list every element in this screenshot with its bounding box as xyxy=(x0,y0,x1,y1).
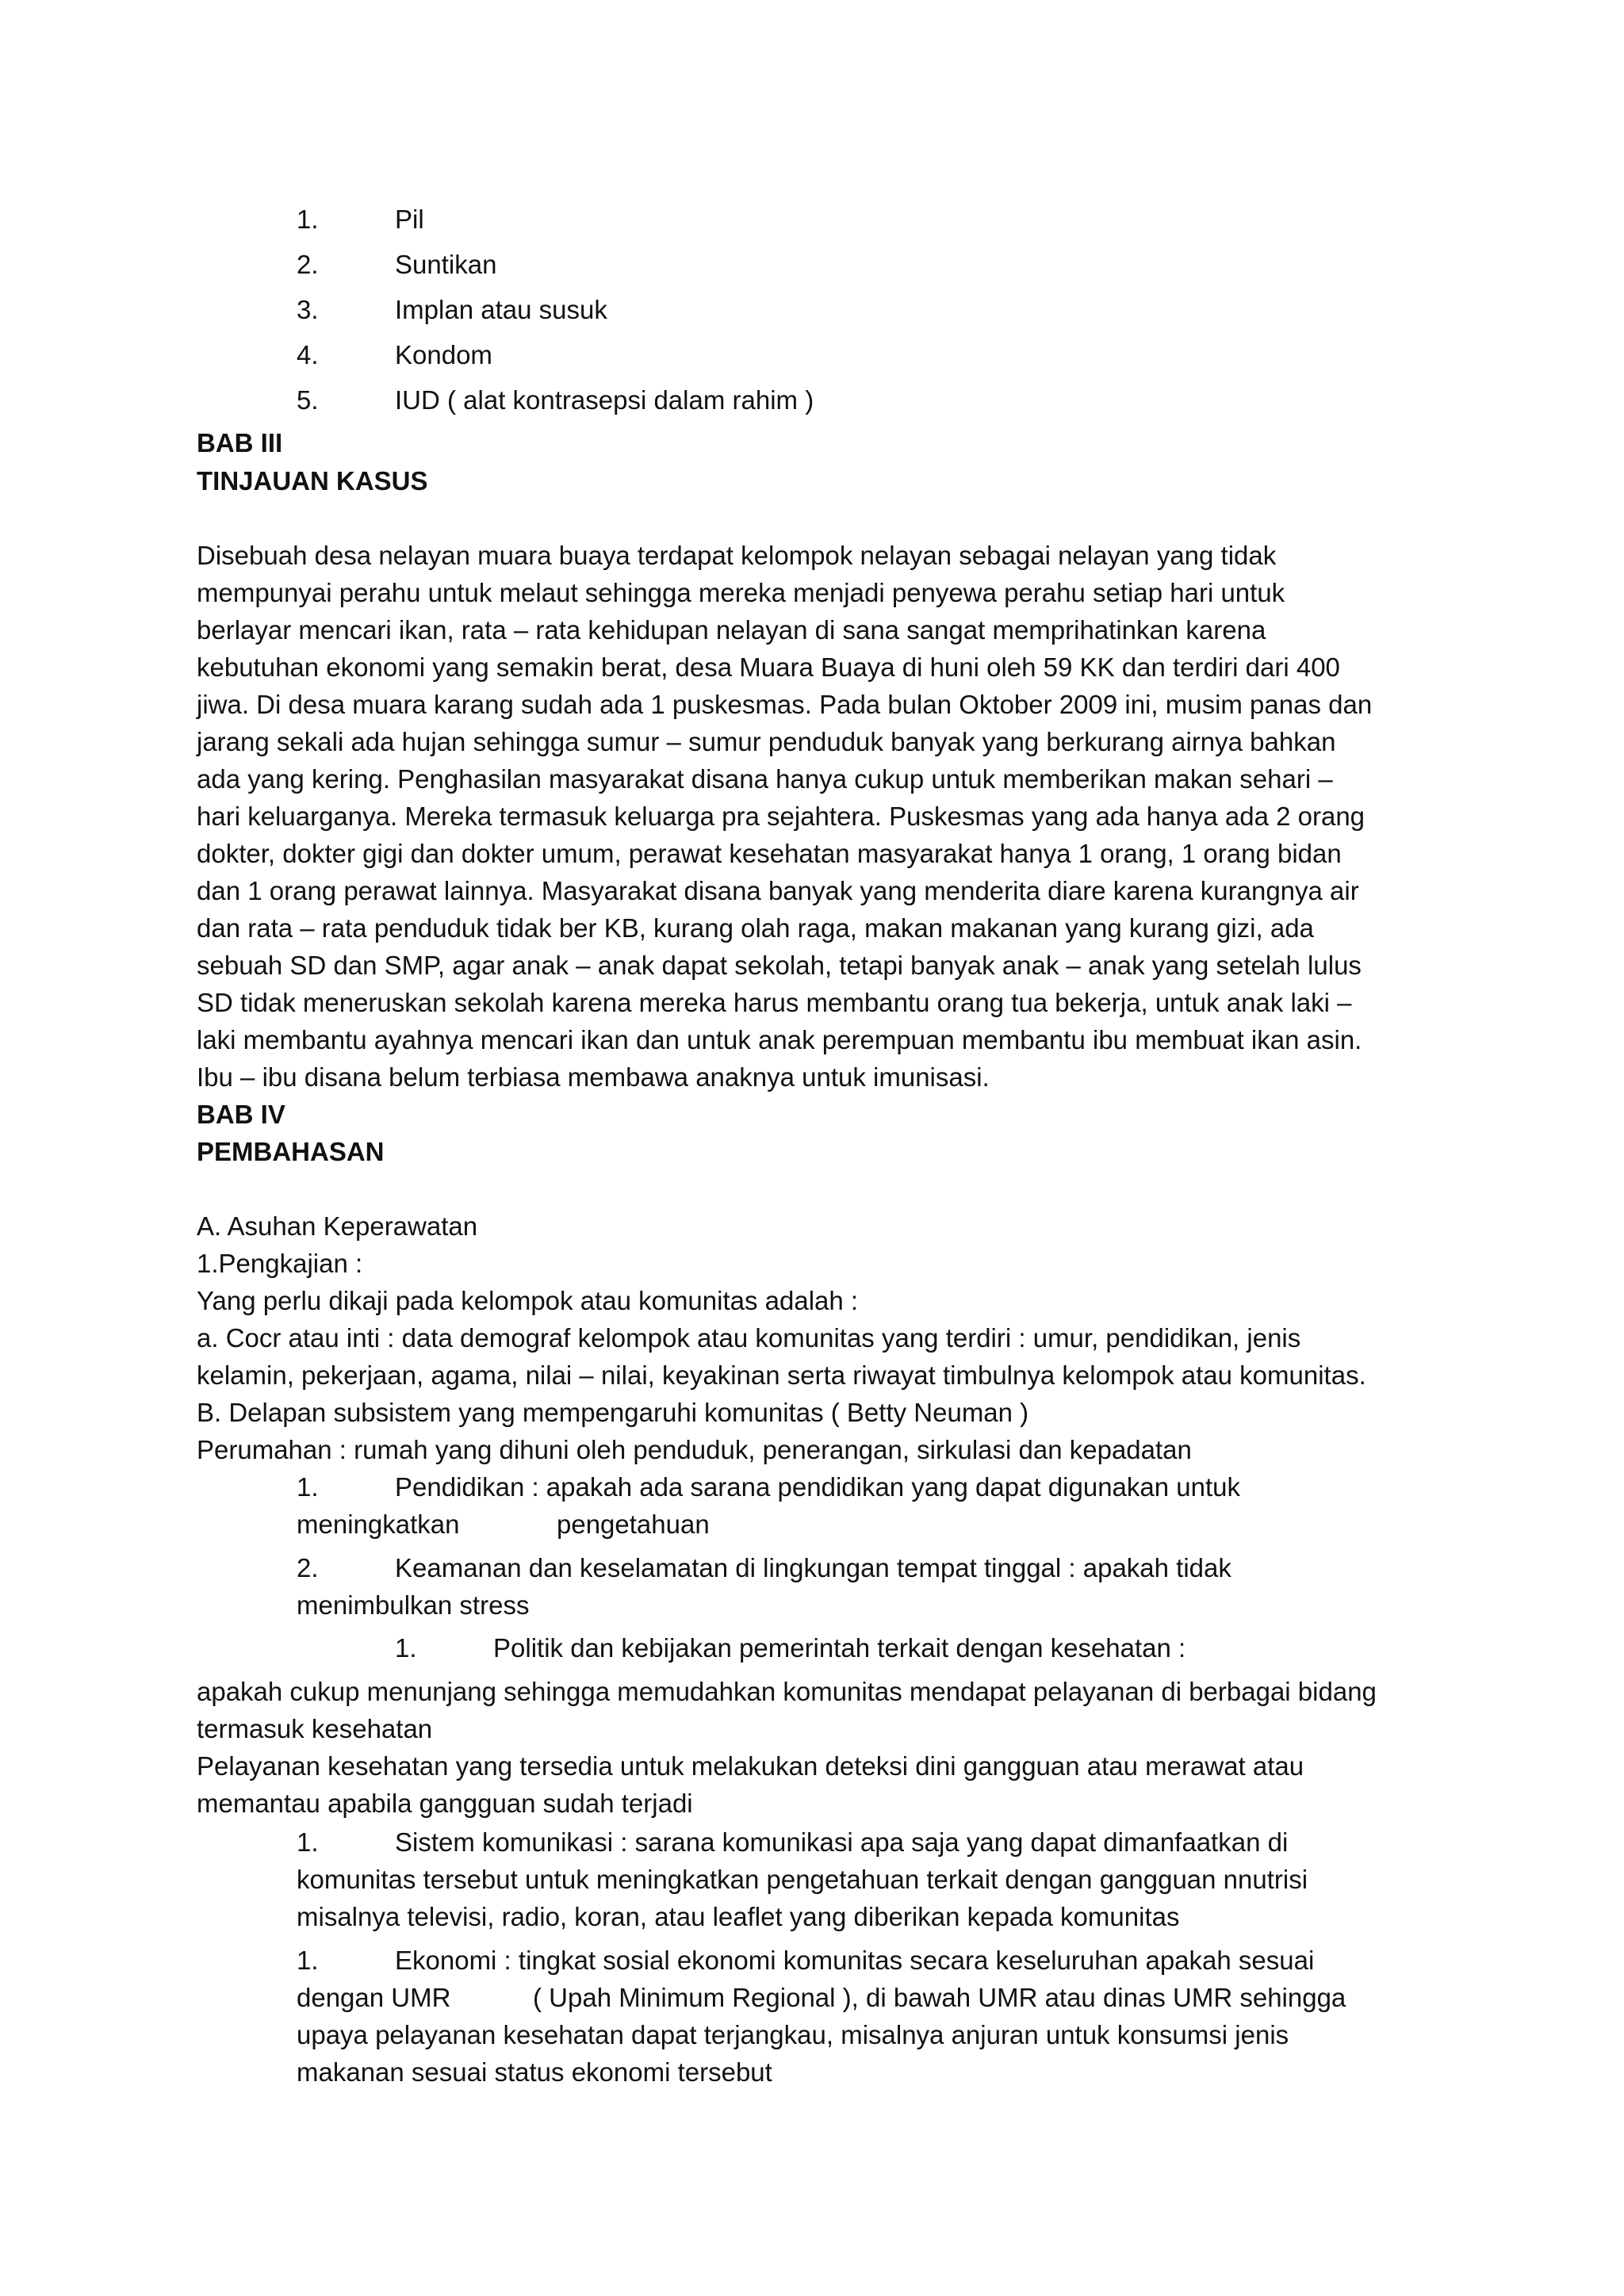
list-item-text: Ekonomi : tingkat sosial ekonomi komunitas secara keseluruhan apakah sesuai xyxy=(395,1946,1315,1975)
list-item-text: upaya pelayanan kesehatan dapat terjangkau, misalnya anjuran untuk konsumsi jenis xyxy=(297,2020,1289,2049)
paragraph-line: sebuah SD dan SMP, agar anak – anak dapat sekolah, tetapi banyak anak – anak yang setelah lulus xyxy=(197,951,1362,980)
paragraph-line: mempunyai perahu untuk melaut sehingga mereka menjadi penyewa perahu setiap hari untuk xyxy=(197,578,1285,607)
list-item-number: 1. xyxy=(395,1633,417,1663)
paragraph-line: laki membantu ayahnya mencari ikan dan untuk anak perempuan membantu ibu membuat ikan asin. xyxy=(197,1025,1362,1054)
list-item-number: 1. xyxy=(297,1946,319,1975)
paragraph-line: hari keluarganya. Mereka termasuk keluarga pra sejahtera. Puskesmas yang ada hanya ada 2 orang xyxy=(197,802,1365,831)
list-item-text: Pil xyxy=(395,205,424,234)
list-item-text: Politik dan kebijakan pemerintah terkait dengan kesehatan : xyxy=(493,1633,1186,1663)
list-item-text: dengan UMR xyxy=(297,1983,451,2012)
chapter-title: TINJAUAN KASUS xyxy=(197,466,428,496)
list-item-number: 1. xyxy=(297,1827,319,1857)
list-item-text: misalnya televisi, radio, koran, atau leaflet yang diberikan kepada komunitas xyxy=(297,1902,1180,1931)
list-item-number: 2. xyxy=(297,1553,319,1582)
paragraph-line: dan 1 orang perawat lainnya. Masyarakat disana banyak yang menderita diare karena kurangnya air xyxy=(197,876,1359,905)
list-item-text: menimbulkan stress xyxy=(297,1590,530,1620)
section-line: A. Asuhan Keperawatan xyxy=(197,1211,478,1241)
list-item-number: 3. xyxy=(297,295,319,324)
paragraph-line: berlayar mencari ikan, rata – rata kehidupan nelayan di sana sangat memprihatinkan karena xyxy=(197,615,1266,645)
paragraph-line: SD tidak meneruskan sekolah karena mereka harus membantu orang tua bekerja, untuk anak laki – xyxy=(197,988,1352,1017)
section-line: Perumahan : rumah yang dihuni oleh penduduk, penerangan, sirkulasi dan kepadatan xyxy=(197,1435,1192,1464)
list-item-text: Kondom xyxy=(395,340,492,369)
paragraph-line: ada yang kering. Penghasilan masyarakat disana hanya cukup untuk memberikan makan sehari – xyxy=(197,764,1333,794)
section-line: memantau apabila gangguan sudah terjadi xyxy=(197,1789,693,1818)
list-item-text: pengetahuan xyxy=(557,1510,710,1539)
chapter-heading: BAB III xyxy=(197,428,283,457)
list-item-text: Sistem komunikasi : sarana komunikasi apa saja yang dapat dimanfaatkan di xyxy=(395,1827,1289,1857)
list-item-text: Implan atau susuk xyxy=(395,295,607,324)
list-item-text: meningkatkan xyxy=(297,1510,460,1539)
list-item-number: 1. xyxy=(297,205,319,234)
paragraph-line: kebutuhan ekonomi yang semakin berat, desa Muara Buaya di huni oleh 59 KK dan terdiri dari 400 xyxy=(197,652,1340,682)
list-item-text: Keamanan dan keselamatan di lingkungan tempat tinggal : apakah tidak xyxy=(395,1553,1231,1582)
paragraph-line: Disebuah desa nelayan muara buaya terdapat kelompok nelayan sebagai nelayan yang tidak xyxy=(197,541,1277,570)
section-line: 1.Pengkajian : xyxy=(197,1249,363,1278)
list-item-number: 1. xyxy=(297,1472,319,1502)
section-line: apakah cukup menunjang sehingga memudahkan komunitas mendapat pelayanan di berbagai bidang xyxy=(197,1677,1377,1706)
section-line: B. Delapan subsistem yang mempengaruhi komunitas ( Betty Neuman ) xyxy=(197,1398,1029,1427)
list-item-text: ( Upah Minimum Regional ), di bawah UMR atau dinas UMR sehingga xyxy=(533,1983,1346,2012)
list-item-text: IUD ( alat kontrasepsi dalam rahim ) xyxy=(395,385,814,415)
list-item-text: makanan sesuai status ekonomi tersebut xyxy=(297,2057,772,2087)
paragraph-line: jarang sekali ada hujan sehingga sumur – sumur penduduk banyak yang berkurang airnya bahkan xyxy=(197,727,1336,756)
list-item-number: 5. xyxy=(297,385,319,415)
list-item-text: Pendidikan : apakah ada sarana pendidikan yang dapat digunakan untuk xyxy=(395,1472,1241,1502)
list-item-number: 4. xyxy=(297,340,319,369)
paragraph-line: dokter, dokter gigi dan dokter umum, perawat kesehatan masyarakat hanya 1 orang, 1 orang bidan xyxy=(197,839,1342,868)
paragraph-line: Ibu – ibu disana belum terbiasa membawa anaknya untuk imunisasi. xyxy=(197,1062,990,1092)
section-line: termasuk kesehatan xyxy=(197,1714,433,1743)
list-item-number: 2. xyxy=(297,250,319,279)
section-line: Pelayanan kesehatan yang tersedia untuk melakukan deteksi dini gangguan atau merawat atau xyxy=(197,1751,1304,1781)
section-line: a. Cocr atau inti : data demograf kelompok atau komunitas yang terdiri : umur, pendidikan, jenis xyxy=(197,1323,1301,1353)
paragraph-line: jiwa. Di desa muara karang sudah ada 1 puskesmas. Pada bulan Oktober 2009 ini, musim panas dan xyxy=(197,690,1373,719)
chapter-heading: BAB IV xyxy=(197,1100,285,1129)
section-line: Yang perlu dikaji pada kelompok atau komunitas adalah : xyxy=(197,1286,859,1315)
paragraph-line: dan rata – rata penduduk tidak ber KB, kurang olah raga, makan makanan yang kurang gizi, ada xyxy=(197,913,1314,943)
list-item-text: komunitas tersebut untuk meningkatkan pengetahuan terkait dengan gangguan nnutrisi xyxy=(297,1865,1308,1894)
section-line: kelamin, pekerjaan, agama, nilai – nilai, keyakinan serta riwayat timbulnya kelompok atau komunitas. xyxy=(197,1360,1366,1390)
chapter-title: PEMBAHASAN xyxy=(197,1137,385,1166)
list-item-text: Suntikan xyxy=(395,250,497,279)
